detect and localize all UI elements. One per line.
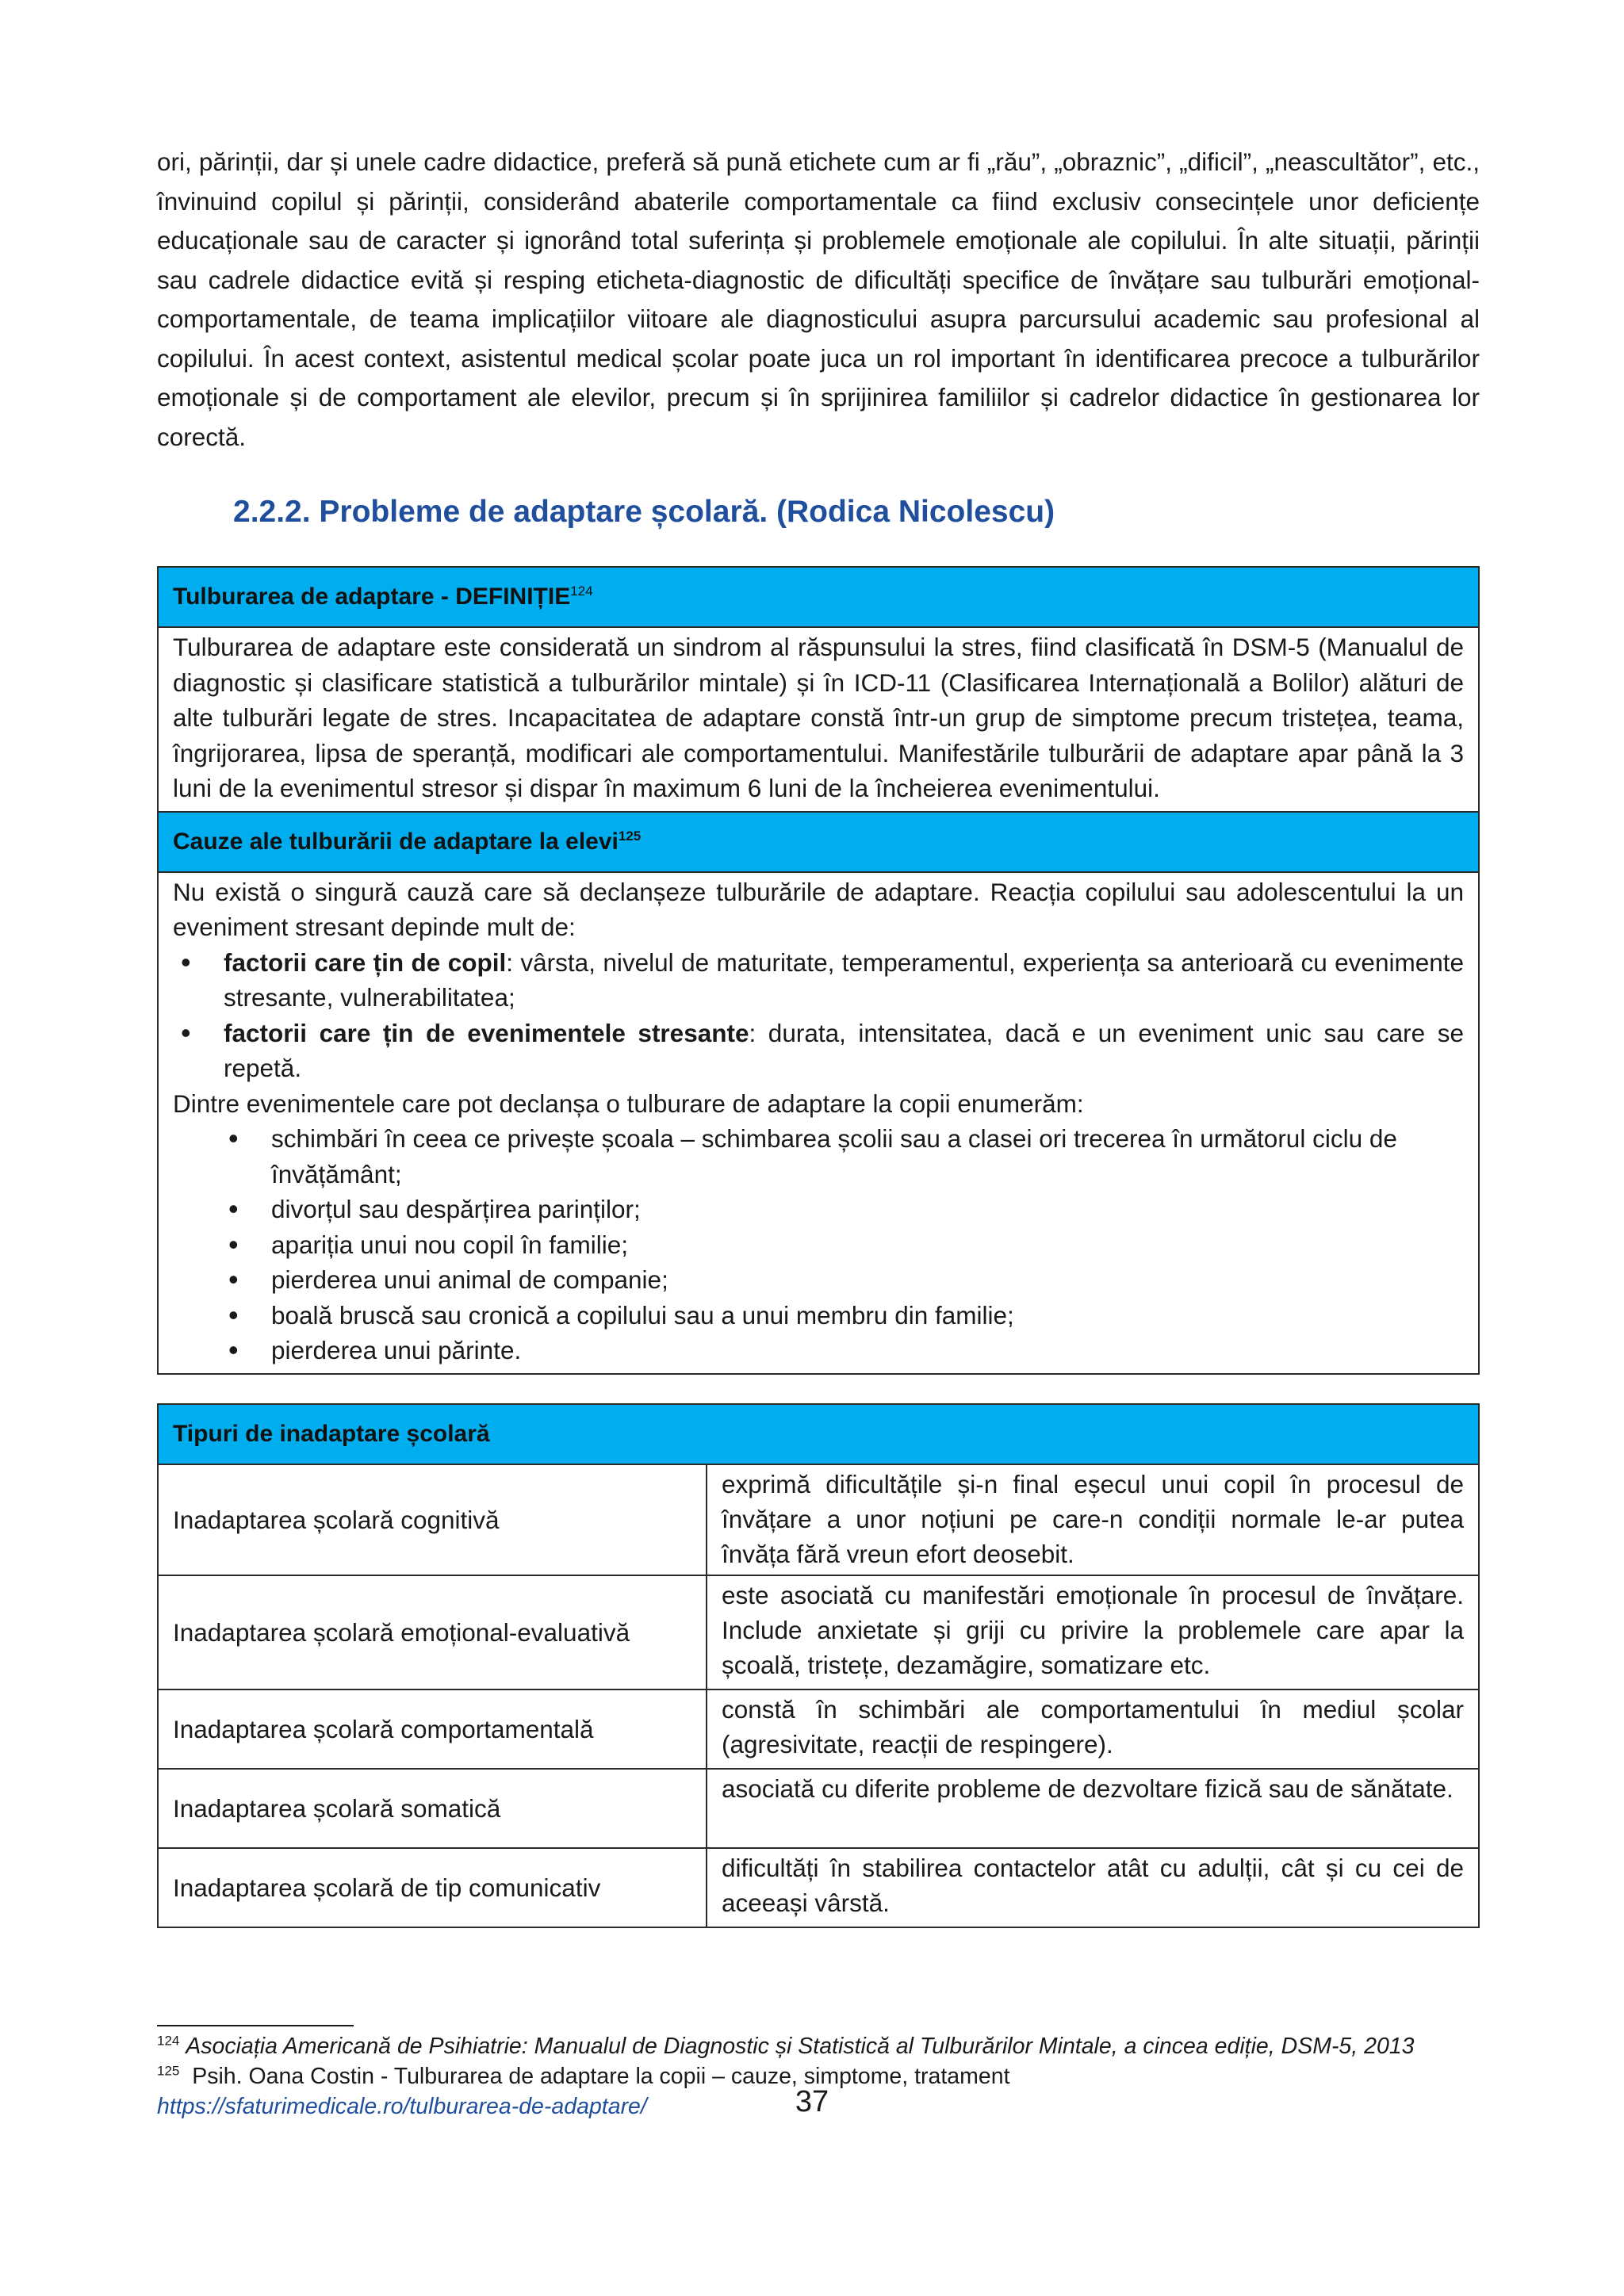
definition-title: Tulburarea de adaptare - DEFINIȚIE: [173, 584, 571, 610]
footnote-124: $^{124}$ Asociația Americană de Psihiatrie: Manualul de Diagnostic și Statistică al Tulburărilor Mintale, a cincea ediție, DSM-5, 2013: [157, 2033, 1415, 2059]
list-item: • schimbări în ceea ce privește școala – schimbarea școlii sau a clasei ori trecerea în următorul ciclu de învățământ;: [173, 1121, 1464, 1192]
page-number: 37: [795, 2085, 829, 2118]
types-table: [157, 1403, 1480, 1928]
footnote-ref-125[interactable]: 125: [618, 828, 642, 844]
footnote-divider: [157, 2025, 354, 2026]
page-content: [157, 143, 1480, 1928]
list-item: • divorțul sau despărțirea parinților;: [173, 1192, 1464, 1227]
footnote-ref-124[interactable]: 124: [570, 584, 593, 599]
section-heading: 2.2.2. Probleme de adaptare școlară. (Rodica Nicolescu): [233, 495, 1055, 529]
table-row: [158, 1848, 1479, 1927]
table-row: [158, 1689, 1479, 1769]
list-item: • boală bruscă sau cronică a copilului sau a unui membru din familie;: [173, 1298, 1464, 1334]
causes-body: [158, 872, 1479, 1374]
type-label: Inadaptarea școlară cognitivă: [158, 1464, 707, 1575]
events-list: [173, 1121, 1464, 1368]
footnote-link[interactable]: https://sfaturimedicale.ro/tulburarea-de-adaptare/: [157, 2094, 647, 2119]
list-item: • pierderea unui animal de companie;: [173, 1262, 1464, 1298]
type-description: exprimă dificultățile și-n final eșecul unui copil în procesul de învățare a unor noțiuni pe care-n condiții normale le-ar putea învăța fără vreun efort deosebit.: [707, 1464, 1479, 1575]
table-row: [158, 1575, 1479, 1689]
causes-intro: Nu există o singură cauză care să declanșeze tulburările de adaptare. Reacția copilului sau adolescentului la un eveniment stresant depinde mult de:: [173, 877, 1464, 941]
definition-header: [158, 567, 1479, 627]
causes-title: Cauze ale tulburării de adaptare la elevi: [173, 828, 619, 855]
list-item: • apariția unui nou copil în familie;: [173, 1227, 1464, 1263]
definition-box: [157, 566, 1480, 1375]
table-row: [158, 1464, 1479, 1575]
type-label: Inadaptarea școlară somatică: [158, 1769, 707, 1848]
list-item: • factorii care țin de evenimentele stresante: durata, intensitatea, dacă e un eveniment unic sau care se repetă.: [173, 1016, 1464, 1086]
list-item: • pierderea unui părinte.: [173, 1333, 1464, 1368]
type-description: constă în schimbări ale comportamentului în mediul școlar (agresivitate, reacții de respingere).: [707, 1689, 1479, 1769]
types-header: Tipuri de inadaptare școlară: [158, 1404, 1479, 1464]
causes-header: [158, 812, 1479, 872]
type-description: dificultăți în stabilirea contactelor atât cu adulții, cât și cu cei de aceeași vârstă.: [707, 1848, 1479, 1927]
intro-paragraph: ori, părinții, dar și unele cadre didactice, preferă să pună etichete cum ar fi „rău”, „obraznic”, „dificil”, „neascultător”, etc., învinuind copilul și părinții, considerând abaterile comportamentale ca fiind exclusiv consecințele unor deficiențe educaționale sau de caracter și ignorând total suferința și problemele emoționale ale copilului. În alte situații, părinții sau cadrele didactice evită și resping eticheta-diagnostic de dificultăți specifice de învățare sau tulburări emoțional-comportamentale, de teama implicațiilor viitoare ale diagnosticului asupra parcursului academic sau profesional al copilului. În acest context, asistentul medical școlar poate juca un rol important în identificarea precoce a tulburărilor emoționale și de comportament ale elevilor, precum și în sprijinirea familiilor și cadrelor didactice în gestionarea lor corectă.: [157, 147, 1480, 451]
factors-list: [173, 945, 1464, 1086]
footnote-125: $^{125}$ Psih. Oana Costin - Tulburarea de adaptare la copii – cauze, simptome, tratament: [157, 2063, 1010, 2089]
type-label: Inadaptarea școlară de tip comunicativ: [158, 1848, 707, 1927]
type-label: Inadaptarea școlară comportamentală: [158, 1689, 707, 1769]
table-row: [158, 1769, 1479, 1848]
events-intro: Dintre evenimentele care pot declanșa o tulburare de adaptare la copii enumerăm:: [173, 1089, 1084, 1118]
type-description: este asociată cu manifestări emoționale în procesul de învățare. Include anxietate și griji cu privire la problemele care apar la școală, tristețe, dezamăgire, somatizare etc.: [707, 1575, 1479, 1689]
definition-text: Tulburarea de adaptare este considerată un sindrom al răspunsului la stres, fiind clasificată în DSM-5 (Manualul de diagnostic și clasificare statistică a tulburărilor mintale) și în ICD-11 (Clasificarea Internațională a Bolilor) alături de alte tulburări legate de stres. Incapacitatea de adaptare constă într-un grup de simptome precum tristețea, teama, îngrijorarea, lipsa de speranță, modificari ale comportamentului. Manifestările tulburării de adaptare apar până la 3 luni de la evenimentul stresor și dispar în maximum 6 luni de la încheierea evenimentului.: [158, 627, 1479, 812]
type-label: Inadaptarea școlară emoțional-evaluativă: [158, 1575, 707, 1689]
type-description: asociată cu diferite probleme de dezvoltare fizică sau de sănătate.: [707, 1769, 1479, 1848]
list-item: • factorii care țin de copil: vârsta, nivelul de maturitate, temperamentul, experiența sa anterioară cu evenimente stresante, vulnerabilitatea;: [173, 945, 1464, 1016]
